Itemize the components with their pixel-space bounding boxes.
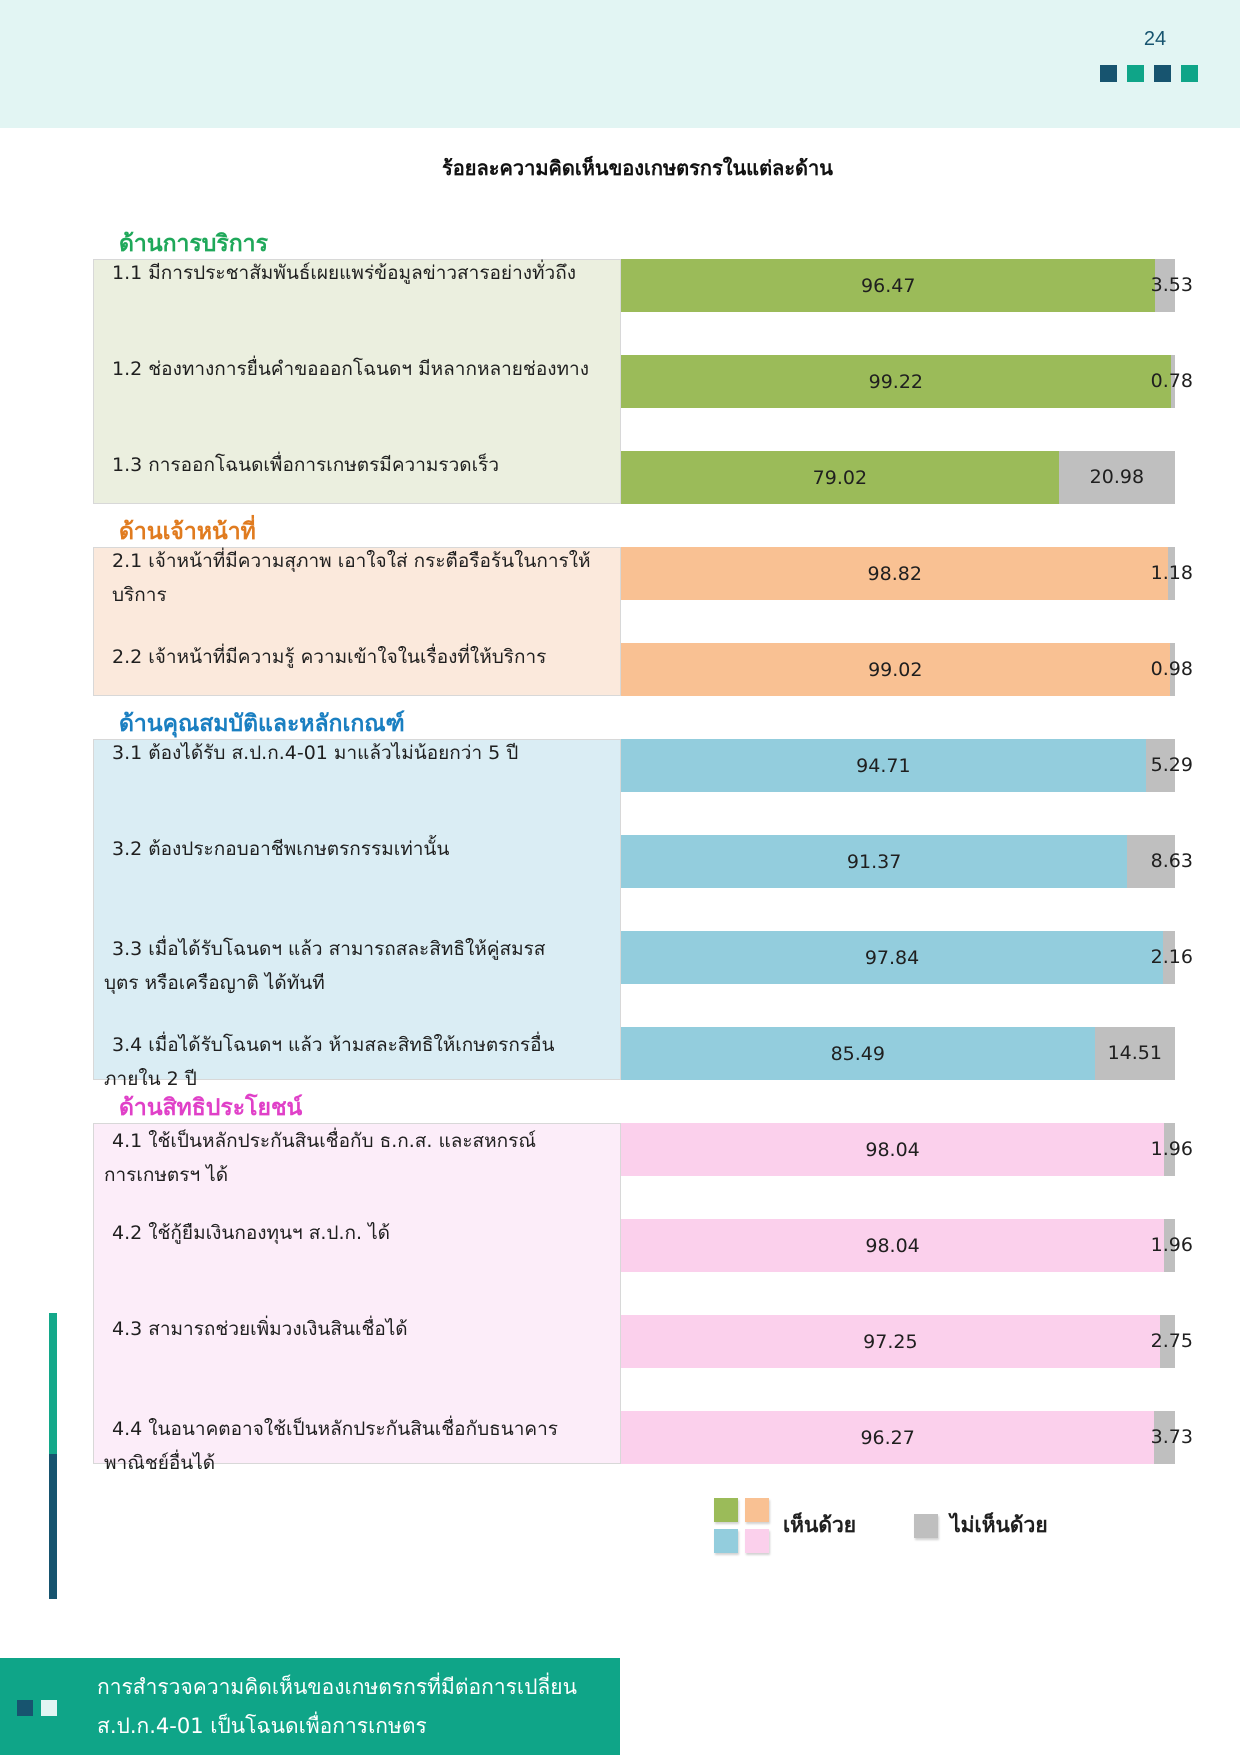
disagree-value: 2.16 (1150, 946, 1193, 968)
item-label-line: พาณิชย์อื่นได้ (104, 1452, 216, 1474)
bar-row (621, 643, 1193, 696)
bar-disagree-segment (1150, 1315, 1193, 1368)
item-label-line: ภายใน 2 ปี (104, 1068, 197, 1090)
agree-value: 96.27 (860, 1426, 915, 1449)
item-label (94, 1412, 622, 1480)
footer-square-icon (41, 1700, 57, 1716)
item-label-line: 3.4 เมื่อได้รับโฉนดฯ แล้ว ห้ามสละสิทธิให้เกษตรกรอื่น (112, 1034, 555, 1056)
item-label (94, 256, 622, 290)
disagree-value: 0.98 (1150, 658, 1193, 680)
disagree-value: 1.96 (1150, 1234, 1193, 1256)
bar-disagree-segment (1150, 547, 1193, 600)
bar-agree-segment (621, 1411, 1154, 1464)
side-accent-bar-teal (49, 1313, 57, 1454)
bar-row (621, 1411, 1193, 1464)
agree-value: 98.04 (865, 1234, 920, 1257)
page-number: 24 (1143, 28, 1167, 50)
item-label (94, 1312, 622, 1346)
disagree-value: 3.53 (1150, 274, 1193, 296)
bar-disagree-segment (1127, 835, 1193, 888)
item-label-line: 2.2 เจ้าหน้าที่มีความรู้ ความเข้าใจในเรื่องที่ให้บริการ (112, 646, 547, 668)
bar-disagree-segment (1150, 931, 1193, 984)
bar-agree-segment (621, 259, 1155, 312)
agree-value: 98.82 (867, 562, 922, 585)
agree-value: 99.22 (868, 370, 924, 393)
bar-disagree-segment (1095, 1027, 1175, 1080)
section-title: ด้านสิทธิประโยชน์ (119, 1095, 303, 1121)
item-label (94, 932, 622, 1000)
bar-agree-segment (621, 355, 1171, 408)
agree-value: 97.25 (863, 1330, 918, 1353)
bar-row (621, 355, 1193, 408)
legend-swatch-staff (745, 1498, 769, 1522)
bar-row (621, 1219, 1193, 1272)
item-label-line: 4.3 สามารถช่วยเพิ่มวงเงินสินเชื่อได้ (112, 1318, 408, 1340)
item-label-line: 3.2 ต้องประกอบอาชีพเกษตรกรรมเท่านั้น (112, 838, 450, 860)
bar-agree-segment (621, 451, 1059, 504)
bar-agree-segment (621, 835, 1127, 888)
bar-row (621, 931, 1193, 984)
square-icon (1127, 65, 1144, 82)
section-title: ด้านการบริการ (119, 231, 268, 257)
bar-row (621, 739, 1193, 792)
chart-title: ร้อยละความคิดเห็นของเกษตรกรในแต่ละด้าน (442, 156, 833, 180)
legend-swatch-service (714, 1498, 738, 1522)
item-label (94, 448, 622, 482)
item-label-line: 3.3 เมื่อได้รับโฉนดฯ แล้ว สามารถสละสิทธิให้คู่สมรส (112, 938, 546, 960)
legend-swatch-qualification (714, 1529, 738, 1553)
bar-agree-segment (621, 739, 1146, 792)
bar-agree-segment (621, 931, 1163, 984)
bar-disagree-segment (1150, 259, 1193, 312)
item-label (94, 736, 622, 770)
footer-square-icon (17, 1700, 33, 1716)
item-label-line: บุตร หรือเครือญาติ ได้ทันที (104, 972, 325, 994)
legend-agree-swatches (714, 1498, 769, 1553)
item-label-line: 1.2 ช่องทางการยื่นคำขอออกโฉนดฯ มีหลากหลายช่องทาง (112, 358, 589, 380)
bar-disagree-segment (1150, 1411, 1193, 1464)
legend-disagree-label: ไม่เห็นด้วย (950, 1513, 1048, 1537)
agree-value: 98.04 (865, 1138, 920, 1161)
header-decorative-squares (1100, 65, 1198, 82)
side-accent-bar-navy (49, 1454, 57, 1599)
bar-row (621, 259, 1193, 312)
section-title: ด้านคุณสมบัติและหลักเกณฑ์ (119, 711, 405, 737)
section-label-panel (93, 259, 621, 504)
item-label (94, 544, 622, 612)
item-label-line: 1.3 การออกโฉนดเพื่อการเกษตรมีความรวดเร็ว (112, 454, 499, 476)
item-label-line: การเกษตรฯ ได้ (104, 1164, 229, 1186)
footer-line-1: การสำรวจความคิดเห็นของเกษตรกรที่มีต่อการเปลี่ยน (97, 1675, 577, 1699)
item-label-line: 2.1 เจ้าหน้าที่มีความสุภาพ เอาใจใส่ กระตือรือร้นในการให้บริการ (112, 550, 591, 606)
item-label (94, 832, 622, 866)
section-label-panel (93, 1123, 621, 1474)
bar-row (621, 1123, 1193, 1176)
item-label (94, 1216, 622, 1250)
legend-swatch-benefit (745, 1529, 769, 1553)
agree-value: 91.37 (846, 850, 902, 873)
agree-value: 94.71 (856, 754, 911, 777)
bar-agree-segment (621, 1027, 1095, 1080)
bar-agree-segment (621, 1219, 1164, 1272)
bar-disagree-segment (1059, 451, 1175, 504)
item-label (94, 352, 622, 386)
disagree-value: 5.29 (1150, 754, 1193, 776)
footer-line-2: ส.ป.ก.4-01 เป็นโฉนดเพื่อการเกษตร (97, 1714, 427, 1738)
footer-document-title (97, 1668, 617, 1746)
bar-row (621, 451, 1175, 504)
disagree-value: 0.78 (1150, 370, 1193, 392)
section-title: ด้านเจ้าหน้าที่ (119, 519, 256, 545)
chart-legend (714, 1498, 1048, 1553)
item-label-line: 4.1 ใช้เป็นหลักประกันสินเชื่อกับ ธ.ก.ส. และสหกรณ์ (112, 1130, 537, 1152)
section-label-panel (93, 547, 621, 696)
item-label-line: 1.1 มีการประชาสัมพันธ์เผยแพร่ข้อมูลข่าวสารอย่างทั่วถึง (112, 262, 576, 284)
item-label (94, 1124, 622, 1192)
item-label-line: 4.2 ใช้กู้ยืมเงินกองทุนฯ ส.ป.ก. ได้ (112, 1222, 390, 1244)
legend-swatch-disagree (914, 1514, 938, 1538)
agree-value: 85.49 (830, 1042, 885, 1065)
bar-agree-segment (621, 643, 1170, 696)
item-label (94, 1028, 622, 1096)
item-label-line: 4.4 ในอนาคตอาจใช้เป็นหลักประกันสินเชื่อกับธนาคาร (112, 1418, 558, 1440)
disagree-value: 1.96 (1150, 1138, 1193, 1160)
bar-disagree-segment (1150, 1219, 1193, 1272)
bar-agree-segment (621, 547, 1168, 600)
legend-agree-label: เห็นด้วย (783, 1513, 857, 1537)
section-label-panel (93, 739, 621, 1090)
bar-row (621, 835, 1193, 888)
item-label-line: 3.1 ต้องได้รับ ส.ป.ก.4-01 มาแล้วไม่น้อยกว่า 5 ปี (112, 742, 519, 764)
square-icon (1154, 65, 1171, 82)
agree-value: 99.02 (868, 658, 923, 681)
disagree-value: 14.51 (1107, 1042, 1162, 1064)
disagree-value: 3.73 (1150, 1426, 1193, 1448)
bar-disagree-segment (1150, 1123, 1193, 1176)
disagree-value: 20.98 (1089, 466, 1145, 488)
bar-row (621, 547, 1193, 600)
bar-disagree-segment (1150, 355, 1193, 408)
agree-value: 97.84 (864, 946, 920, 969)
bar-disagree-segment (1146, 739, 1193, 792)
disagree-value: 1.18 (1150, 562, 1193, 584)
bar-row (621, 1027, 1175, 1080)
bar-row (621, 1315, 1193, 1368)
square-icon (1181, 65, 1198, 82)
item-label (94, 640, 622, 674)
bar-agree-segment (621, 1315, 1160, 1368)
header-band (0, 0, 1240, 128)
disagree-value: 2.75 (1150, 1330, 1193, 1352)
agree-value: 96.47 (861, 274, 916, 297)
agree-value: 79.02 (812, 466, 868, 489)
bar-disagree-segment (1150, 643, 1193, 696)
square-icon (1100, 65, 1117, 82)
disagree-value: 8.63 (1150, 850, 1193, 872)
bar-agree-segment (621, 1123, 1164, 1176)
